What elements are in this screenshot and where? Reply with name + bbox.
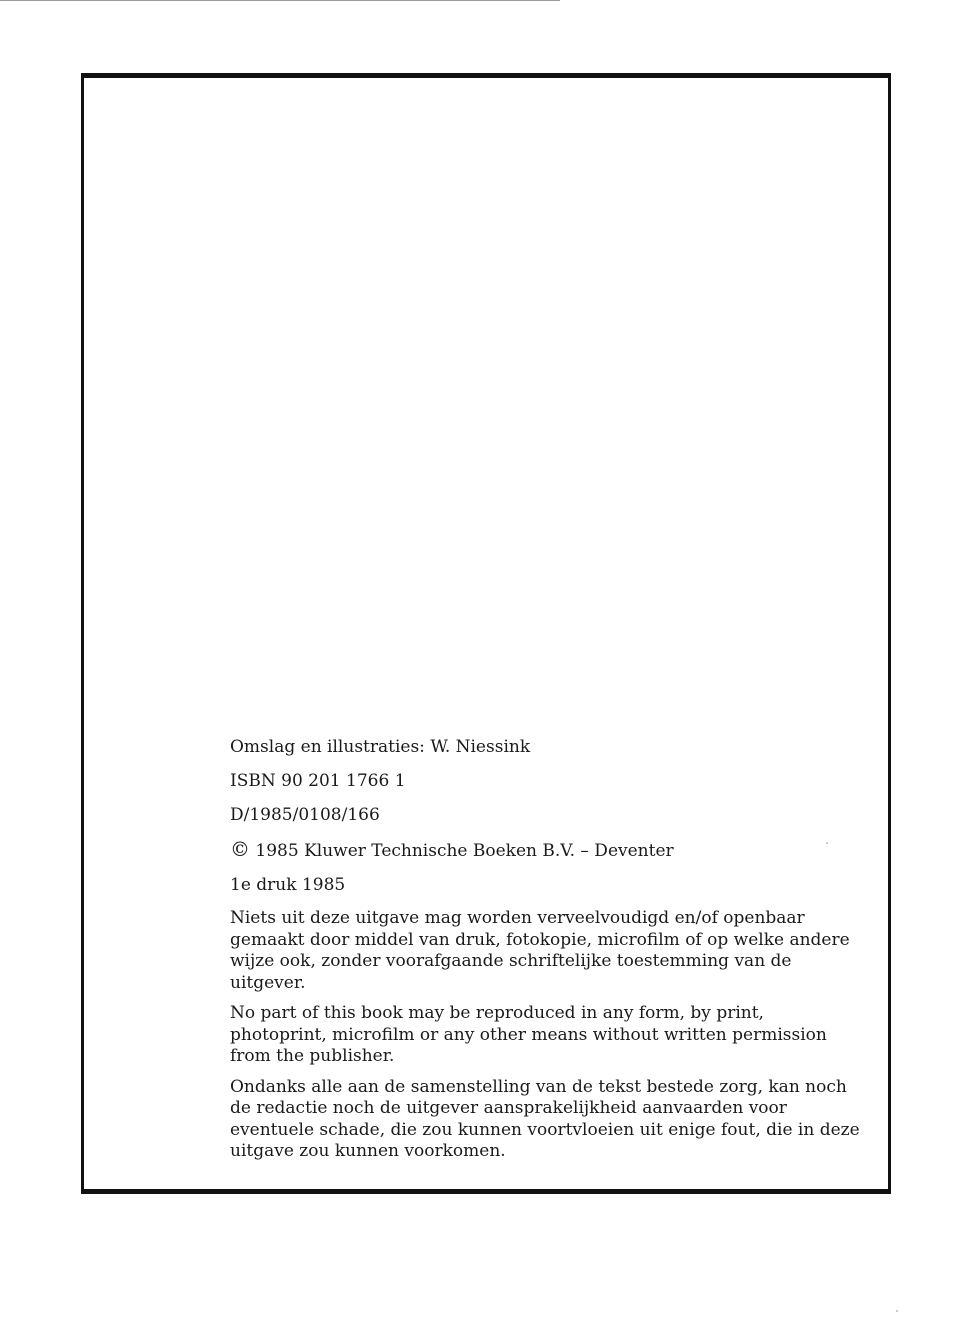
paper-speck (826, 842, 828, 844)
depot-number: D/1985/0108/166 (230, 805, 380, 825)
edition-line: 1e druk 1985 (230, 875, 346, 895)
paper-speck (896, 1310, 898, 1312)
copyright-text: 1985 Kluwer Technische Boeken B.V. – Deventer (255, 841, 674, 861)
cover-credit: Omslag en illustraties: W. Niessink (230, 737, 531, 757)
copyright-symbol: © (230, 837, 250, 861)
copyright-line (230, 838, 862, 862)
isbn-line: ISBN 90 201 1766 1 (230, 771, 406, 791)
rights-notice-dutch: Niets uit deze uitgave mag worden verveelvoudigd en/of openbaar gemaakt door middel van druk, fotokopie, microfilm of op welke andere wijze ook, zonder voorafgaande schriftelijke toestemming van de uitgever. (230, 908, 850, 993)
rights-notice-english: No part of this book may be reproduced in any form, by print, photoprint, microfilm or any other means without written permission from the publisher. (230, 1003, 827, 1066)
top-edge-rule (0, 0, 560, 1)
colophon-block (230, 736, 862, 1172)
liability-disclaimer: Ondanks alle aan de samenstelling van de tekst bestede zorg, kan noch de redactie noch de uitgever aansprakelijkheid aanvaarden voor eventuele schade, die zou kunnen voortvloeien uit enige fout, die in deze uitgave zou kunnen voorkomen. (230, 1076, 860, 1161)
